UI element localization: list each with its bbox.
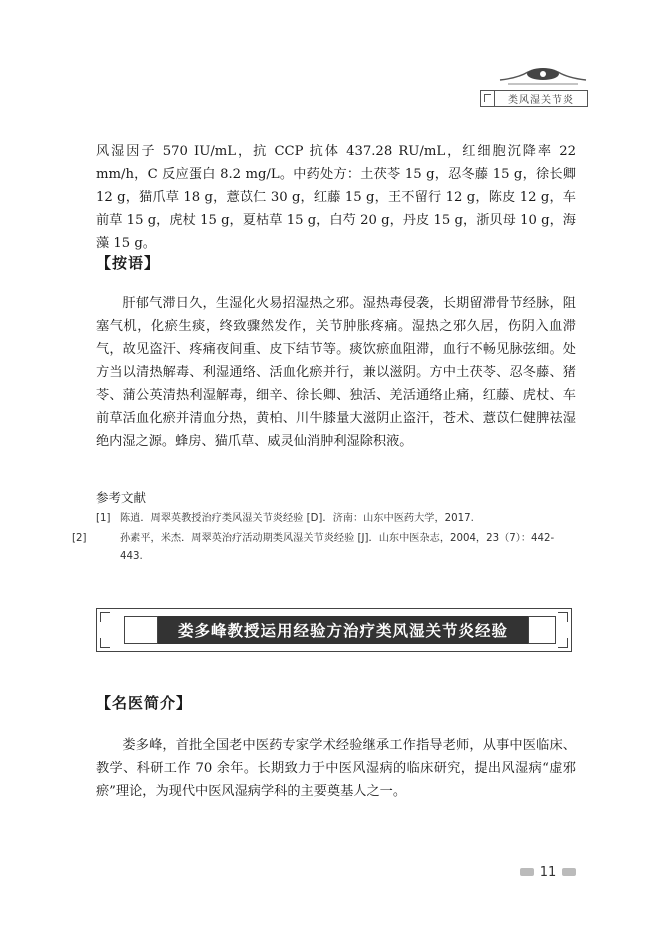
case-paragraph: 风湿因子 570 IU/mL，抗 CCP 抗体 437.28 RU/mL，红细胞沉降率 22 mm/h，C 反应蛋白 8.2 mg/L。中药处方：土茯苓 15 g，忍冬藤 15 g，徐长卿 12 g，猫爪草 18 g，薏苡仁 30 g，红藤 15 g，王不留行 12 g，陈皮 12 g，车前草 15 g，虎杖 15 g，夏枯草 15 g，白芍 20 g，丹皮 15 g，浙贝母 10 g，海藻 15 g。 bbox=[96, 144, 576, 251]
banner-cap-left bbox=[124, 616, 158, 644]
page-number-block bbox=[520, 862, 576, 882]
page-ornament-icon bbox=[520, 868, 534, 876]
reference-text: 陈逍．周翠英教授治疗类风湿关节炎经验 [D]．济南：山东中医药大学，2017. bbox=[120, 513, 474, 524]
page-number: 11 bbox=[539, 864, 557, 880]
header-ornament-icon bbox=[498, 60, 588, 90]
banner-corner-icon bbox=[558, 638, 568, 648]
banner-title: 娄多峰教授运用经验方治疗类风湿关节炎经验 bbox=[158, 616, 528, 644]
commentary-paragraph: 肝郁气滞日久，生湿化火易招湿热之邪。湿热毒侵袭，长期留滞骨节经脉，阻塞气机，化瘀生痰，终致骤然发作，关节肿胀疼痛。湿热之邪久居，伤阴入血滞气，故见盗汗、疼痛夜间重、皮下结节等。痰饮瘀血阻滞，血行不畅见脉弦细。处方当以清热解毒、利湿通络、活血化瘀并行，兼以滋阴。方中土茯苓、忍冬藤、猪苓、蒲公英清热利湿解毒，细辛、徐长卿、独活、羌活通络止痛，红藤、虎杖、车前草活血化瘀并清血分热，黄柏、川牛膝量大滋阴止盗汗，苍术、薏苡仁健脾祛湿绝内湿之源。蜂房、猫爪草、威灵仙消肿利湿除积液。 bbox=[96, 296, 576, 449]
profile-paragraph: 娄多峰，首批全国老中医药专家学术经验继承工作指导老师，从事中医临床、教学、科研工作 70 余年。长期致力于中医风湿病的临床研究，提出风湿病“虚邪瘀”理论，为现代中医风湿病学科的主要奠基人之一。 bbox=[96, 738, 576, 799]
banner-corner-icon bbox=[558, 612, 568, 622]
section-heading-profile: 【名医简介】 bbox=[96, 694, 193, 712]
references-title: 参考文献 bbox=[96, 490, 147, 505]
reference-item bbox=[72, 530, 576, 566]
banner-corner-icon bbox=[100, 612, 110, 622]
reference-number: [2] bbox=[72, 533, 87, 544]
banner-corner-icon bbox=[100, 638, 110, 648]
header-bracket-icon bbox=[481, 91, 495, 106]
reference-number: [1] bbox=[96, 513, 111, 524]
running-header bbox=[480, 90, 588, 107]
section-heading-commentary: 【按语】 bbox=[96, 254, 161, 272]
reference-text: 孙素平，米杰．周翠英治疗活动期类风湿关节炎经验 [J]．山东中医杂志，2004，23（7）：442-443. bbox=[120, 533, 555, 562]
running-header-title: 类风湿关节炎 bbox=[508, 95, 574, 106]
banner-cap-right bbox=[528, 616, 556, 644]
chapter-banner bbox=[96, 608, 572, 652]
page-ornament-icon bbox=[562, 868, 576, 876]
reference-item bbox=[96, 510, 576, 528]
